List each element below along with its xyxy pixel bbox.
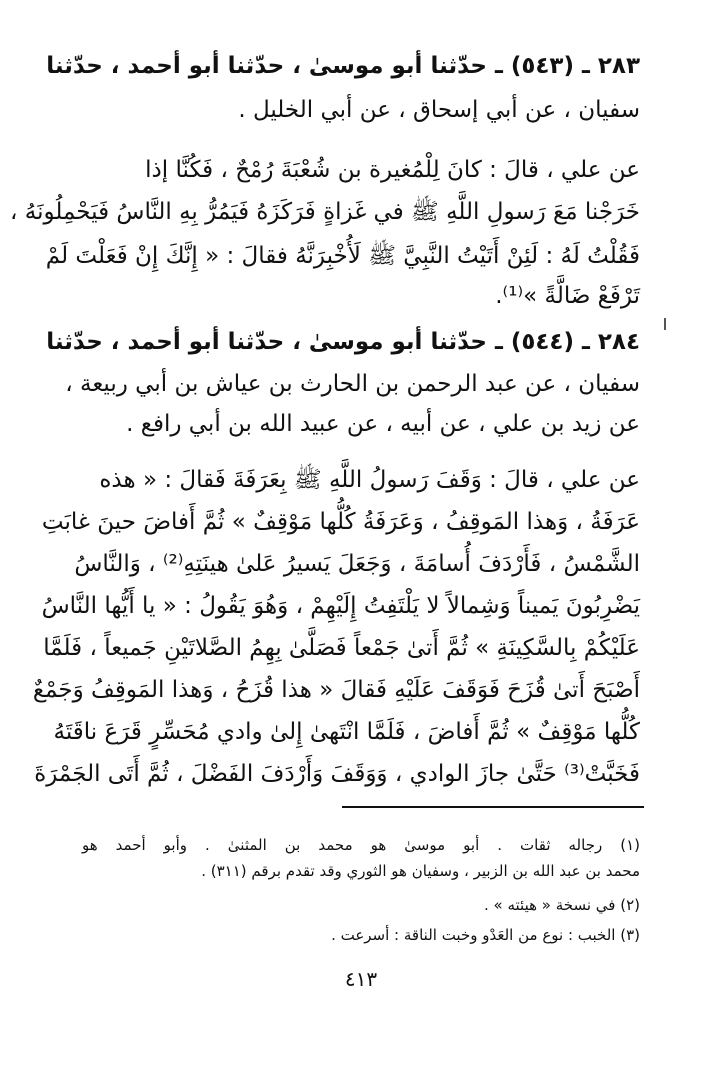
hadith-283-matn-line-3: فَقُلْتُ لَهُ : لَئِنْ أَتَيْتُ النَّبِيَّ ﷺ لَأُخْبِرَنَّهُ فقالَ : « إِنَّكَ إِنْ فَعَلْتَ لَمْ xyxy=(45,243,640,269)
hadith-283-matn-line-4: تَرْفَعْ ضَالَّةً »⁽¹⁾. xyxy=(495,283,640,309)
hadith-284-matn-line-7: كُلُّها مَوْقِفٌ » ثُمَّ أَفاضَ ، فَلَمَّا انْتَهىٰ إِلىٰ وادي مُحَسِّرٍ قَرَعَ ناقَتَهُ xyxy=(53,719,640,745)
footnote-1-line-2: محمد بن عبد الله بن الزبير ، وسفيان هو الثوري وقد تقدم برقم (٣١١) . xyxy=(201,862,640,880)
hadith-284-isnad-line-3: عن زيد بن علي ، عن أبيه ، عن عبيد الله بن أبي رافع . xyxy=(126,411,640,437)
hadith-284-matn-line-1: عن علي ، قالَ : وَقَفَ رَسولُ اللَّهِ ﷺ بِعَرَفَةَ فَقالَ : « هذه xyxy=(99,467,640,493)
footnote-separator xyxy=(342,806,644,808)
hadith-284-isnad-line-2: سفيان ، عن عبد الرحمن بن الحارث بن عياش بن أبي ربيعة ، xyxy=(65,371,640,397)
hadith-283-isnad-line-1: ٢٨٣ ـ (٥٤٣) ـ حدّثنا أبو موسىٰ ، حدّثنا أبو أحمد ، حدّثنا xyxy=(46,53,640,79)
footnote-1-line-1: (١) رجاله ثقات . أبو موسىٰ هو محمد بن المثنىٰ . وأبو أحمد هو xyxy=(82,836,640,854)
page-number: ٤١٣ xyxy=(344,967,378,991)
hadith-283-isnad-line-2: سفيان ، عن أبي إسحاق ، عن أبي الخليل . xyxy=(238,97,640,123)
hadith-284-matn-line-5: عَلَيْكُمْ بِالسَّكِينَةِ » ثُمَّ أَتىٰ جَمْعاً فَصَلَّىٰ بِهِمُ الصَّلاتَيْنِ جَميعاً ، فَلَمَّا xyxy=(43,635,640,661)
hadith-284-matn-line-6: أَصْبَحَ أَتىٰ قُزَحَ فَوَقَفَ عَلَيْهِ فَقالَ « هذا قُزَحُ ، وَهذا المَوقِفُ وَجَمْعٌ xyxy=(32,677,640,703)
hadith-283-matn-line-2: خَرَجْنا مَعَ رَسولِ اللَّهِ ﷺ في غَزاةٍ فَرَكَزَهُ فَيَمُرُّ بِهِ النَّاسُ فَيَحْمِلُونَهُ ، xyxy=(10,199,640,225)
hadith-284-matn-line-2: عَرَفَةُ ، وَهذا المَوقِفُ ، وَعَرَفَةُ كُلُّها مَوْقِفٌ » ثُمَّ أَفاضَ حينَ غابَتِ xyxy=(41,509,640,535)
footnote-3: (٣) الخبب : نوع من العَدْو وخبت الناقة : أسرعت . xyxy=(331,926,640,944)
margin-mark xyxy=(664,318,666,330)
hadith-284-matn-line-4: يَضْرِبُونَ يَميناً وَشِمالاً لا يَلْتَفِتُ إِلَيْهِمْ ، وَهُوَ يَقُولُ : « يا أَيُّها النَّاسُ xyxy=(41,593,640,619)
hadith-284-matn-line-8: فَخَبَّتْ⁽³⁾ حَتَّىٰ جازَ الوادي ، وَوَقَفَ وَأَرْدَفَ الفَضْلَ ، ثُمَّ أَتَى الجَمْرَةَ xyxy=(34,761,640,787)
hadith-284-isnad-line-1: ٢٨٤ ـ (٥٤٤) ـ حدّثنا أبو موسىٰ ، حدّثنا أبو أحمد ، حدّثنا xyxy=(46,329,640,355)
footnote-2: (٢) في نسخة « هيئته » . xyxy=(484,896,640,914)
hadith-284-matn-line-3: الشَّمْسُ ، فَأَرْدَفَ أُسامَةَ ، وَجَعَلَ يَسيرُ عَلىٰ هينَتِهِ⁽²⁾ ، وَالنَّاسُ xyxy=(74,551,640,577)
hadith-283-matn-line-1: عن علي ، قالَ : كانَ لِلْمُغيرة بن شُعْبَةَ رُمْحٌ ، فَكُنَّا إذا xyxy=(145,157,640,183)
